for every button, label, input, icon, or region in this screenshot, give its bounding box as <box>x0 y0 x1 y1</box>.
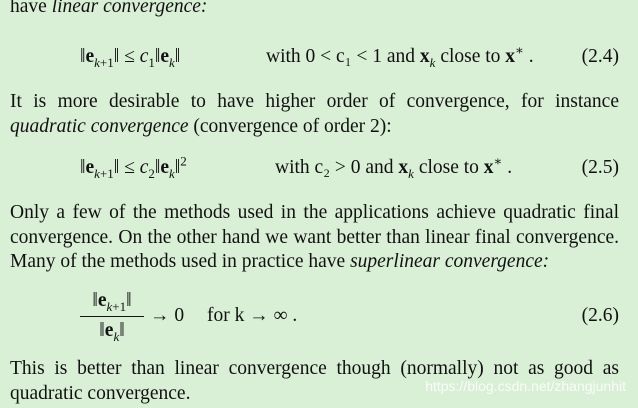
equation-2-4 <box>0 42 638 76</box>
term-superlinear-convergence: superlinear convergence: <box>350 251 550 272</box>
term-quadratic-convergence: quadratic convergence <box>10 115 189 137</box>
equation-2-5-condition: with c₂ > 0 and $x_k$ close to x∗ . <box>275 153 513 181</box>
term-linear-convergence: linear convergence: <box>51 0 208 17</box>
equation-2-6 <box>0 305 638 335</box>
paragraph-conclusion: This is better than linear convergence though (normally) not as good as quadratic convergence. <box>10 358 619 404</box>
equation-2-4-lhs: $‖e_{k+1}‖$ ≤ $c_1‖e_k‖$ <box>80 46 181 70</box>
fraction-numerator: $‖e_{k+1}‖$ <box>92 290 132 314</box>
paragraph-quadratic-intro: It is more desirable to have higher order of convergence, for instance quadratic convergence (convergence of order 2): <box>10 91 619 137</box>
paragraph-linear-intro: have linear convergence: <box>10 0 619 20</box>
equation-2-5 <box>0 153 638 187</box>
equation-2-6-arrow: → 0 <box>150 305 185 326</box>
equation-number: (2.5) <box>581 157 619 178</box>
equation-number: (2.6) <box>581 305 619 326</box>
paragraph-superlinear-intro: Only a few of the methods used in the applications achieve quadratic final convergence. On the other hand we want better than linear final convergence. Many of the methods used in practice have superlinear convergence: <box>10 202 619 272</box>
equation-number: (2.4) <box>581 46 619 67</box>
fraction-denominator: $‖e_k‖$ <box>99 320 125 344</box>
equation-2-6-condition: for k → ∞ . <box>207 305 298 326</box>
equation-2-4-condition: with 0 < c₁ < 1 and $x_k$ close to x∗ . <box>266 42 534 70</box>
watermark: https://blog.csdn.net/zhangjunhit <box>425 378 626 394</box>
equation-2-5-lhs: $‖e_{k+1}‖$ ≤ $c_2‖e_k‖^2$ <box>80 153 187 181</box>
